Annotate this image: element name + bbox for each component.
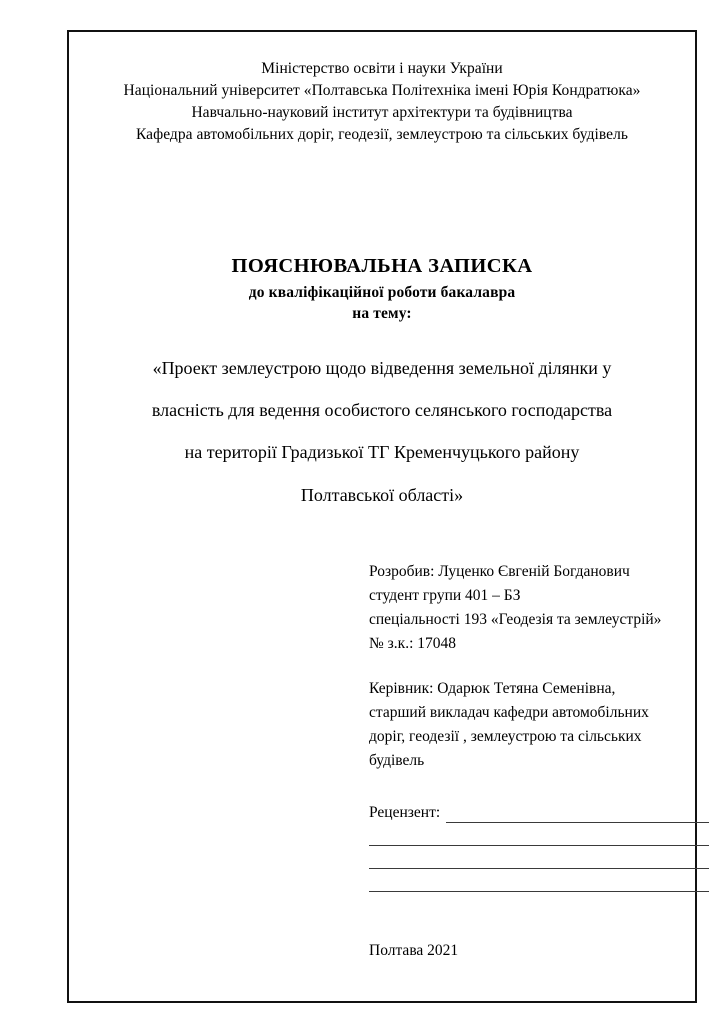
author-name-line: Розробив: Луценко Євгеній Богданович	[369, 562, 630, 580]
footer-place-year: Полтава 2021	[369, 942, 459, 960]
page-content	[69, 32, 695, 1001]
supervisor-name-line: Керівник: Одарюк Тетяна Семенівна,	[369, 679, 616, 697]
theme-line-2: власність для ведення особистого селянського господарства	[151, 399, 613, 420]
reviewer-label: Рецензент:	[369, 803, 441, 821]
theme-line-1: «Проект землеустрою щодо відведення земельної ділянки у	[152, 357, 612, 378]
supervisor-position-line-3: будівель	[369, 751, 425, 769]
reviewer-blank-line-2[interactable]	[369, 868, 709, 869]
institution-line-department: Кафедра автомобільних доріг, геодезії, землеустрою та сільських будівель	[135, 126, 629, 143]
author-record-book-line: № з.к.: 17048	[369, 634, 456, 652]
theme-line-3: на території Градизької ТГ Кременчуцького району	[184, 442, 580, 463]
institution-line-institute: Навчально-науковий інститут архітектури та будівництва	[191, 104, 573, 121]
reviewer-blank-line-1[interactable]	[369, 845, 709, 846]
supervisor-block	[369, 677, 709, 773]
supervisor-position-line-2: доріг, геодезії , землеустрою та сільських	[369, 727, 642, 745]
supervisor-position-line-1: старший викладач кафедри автомобільних	[369, 703, 649, 721]
author-group-line: студент групи 401 – БЗ	[369, 586, 521, 604]
author-speciality-line: спеціальності 193 «Геодезія та землеустрій»	[369, 610, 662, 628]
author-block	[369, 560, 709, 656]
page-border-frame	[67, 30, 697, 1003]
institution-line-university: Національний університет «Полтавська Політехніка імені Юрія Кондратюка»	[123, 82, 641, 99]
institution-line-ministry: Міністерство освіти і науки України	[261, 60, 503, 77]
reviewer-block	[369, 803, 709, 892]
document-title-block	[95, 254, 669, 323]
page-title: ПОЯСНЮВАЛЬНА ЗАПИСКА	[231, 255, 533, 277]
reviewer-signature-line[interactable]	[446, 808, 709, 823]
theme-line-4: Полтавської області»	[300, 484, 464, 505]
reviewer-blank-line-3[interactable]	[369, 891, 709, 892]
particulars-block	[369, 560, 709, 892]
thesis-theme	[95, 347, 669, 516]
document-subtitle: до кваліфікаційної роботи бакалавра	[248, 283, 516, 301]
institution-header	[95, 58, 669, 146]
document-subtitle-on-topic: на тему:	[352, 304, 412, 322]
reviewer-name-row	[369, 803, 709, 823]
